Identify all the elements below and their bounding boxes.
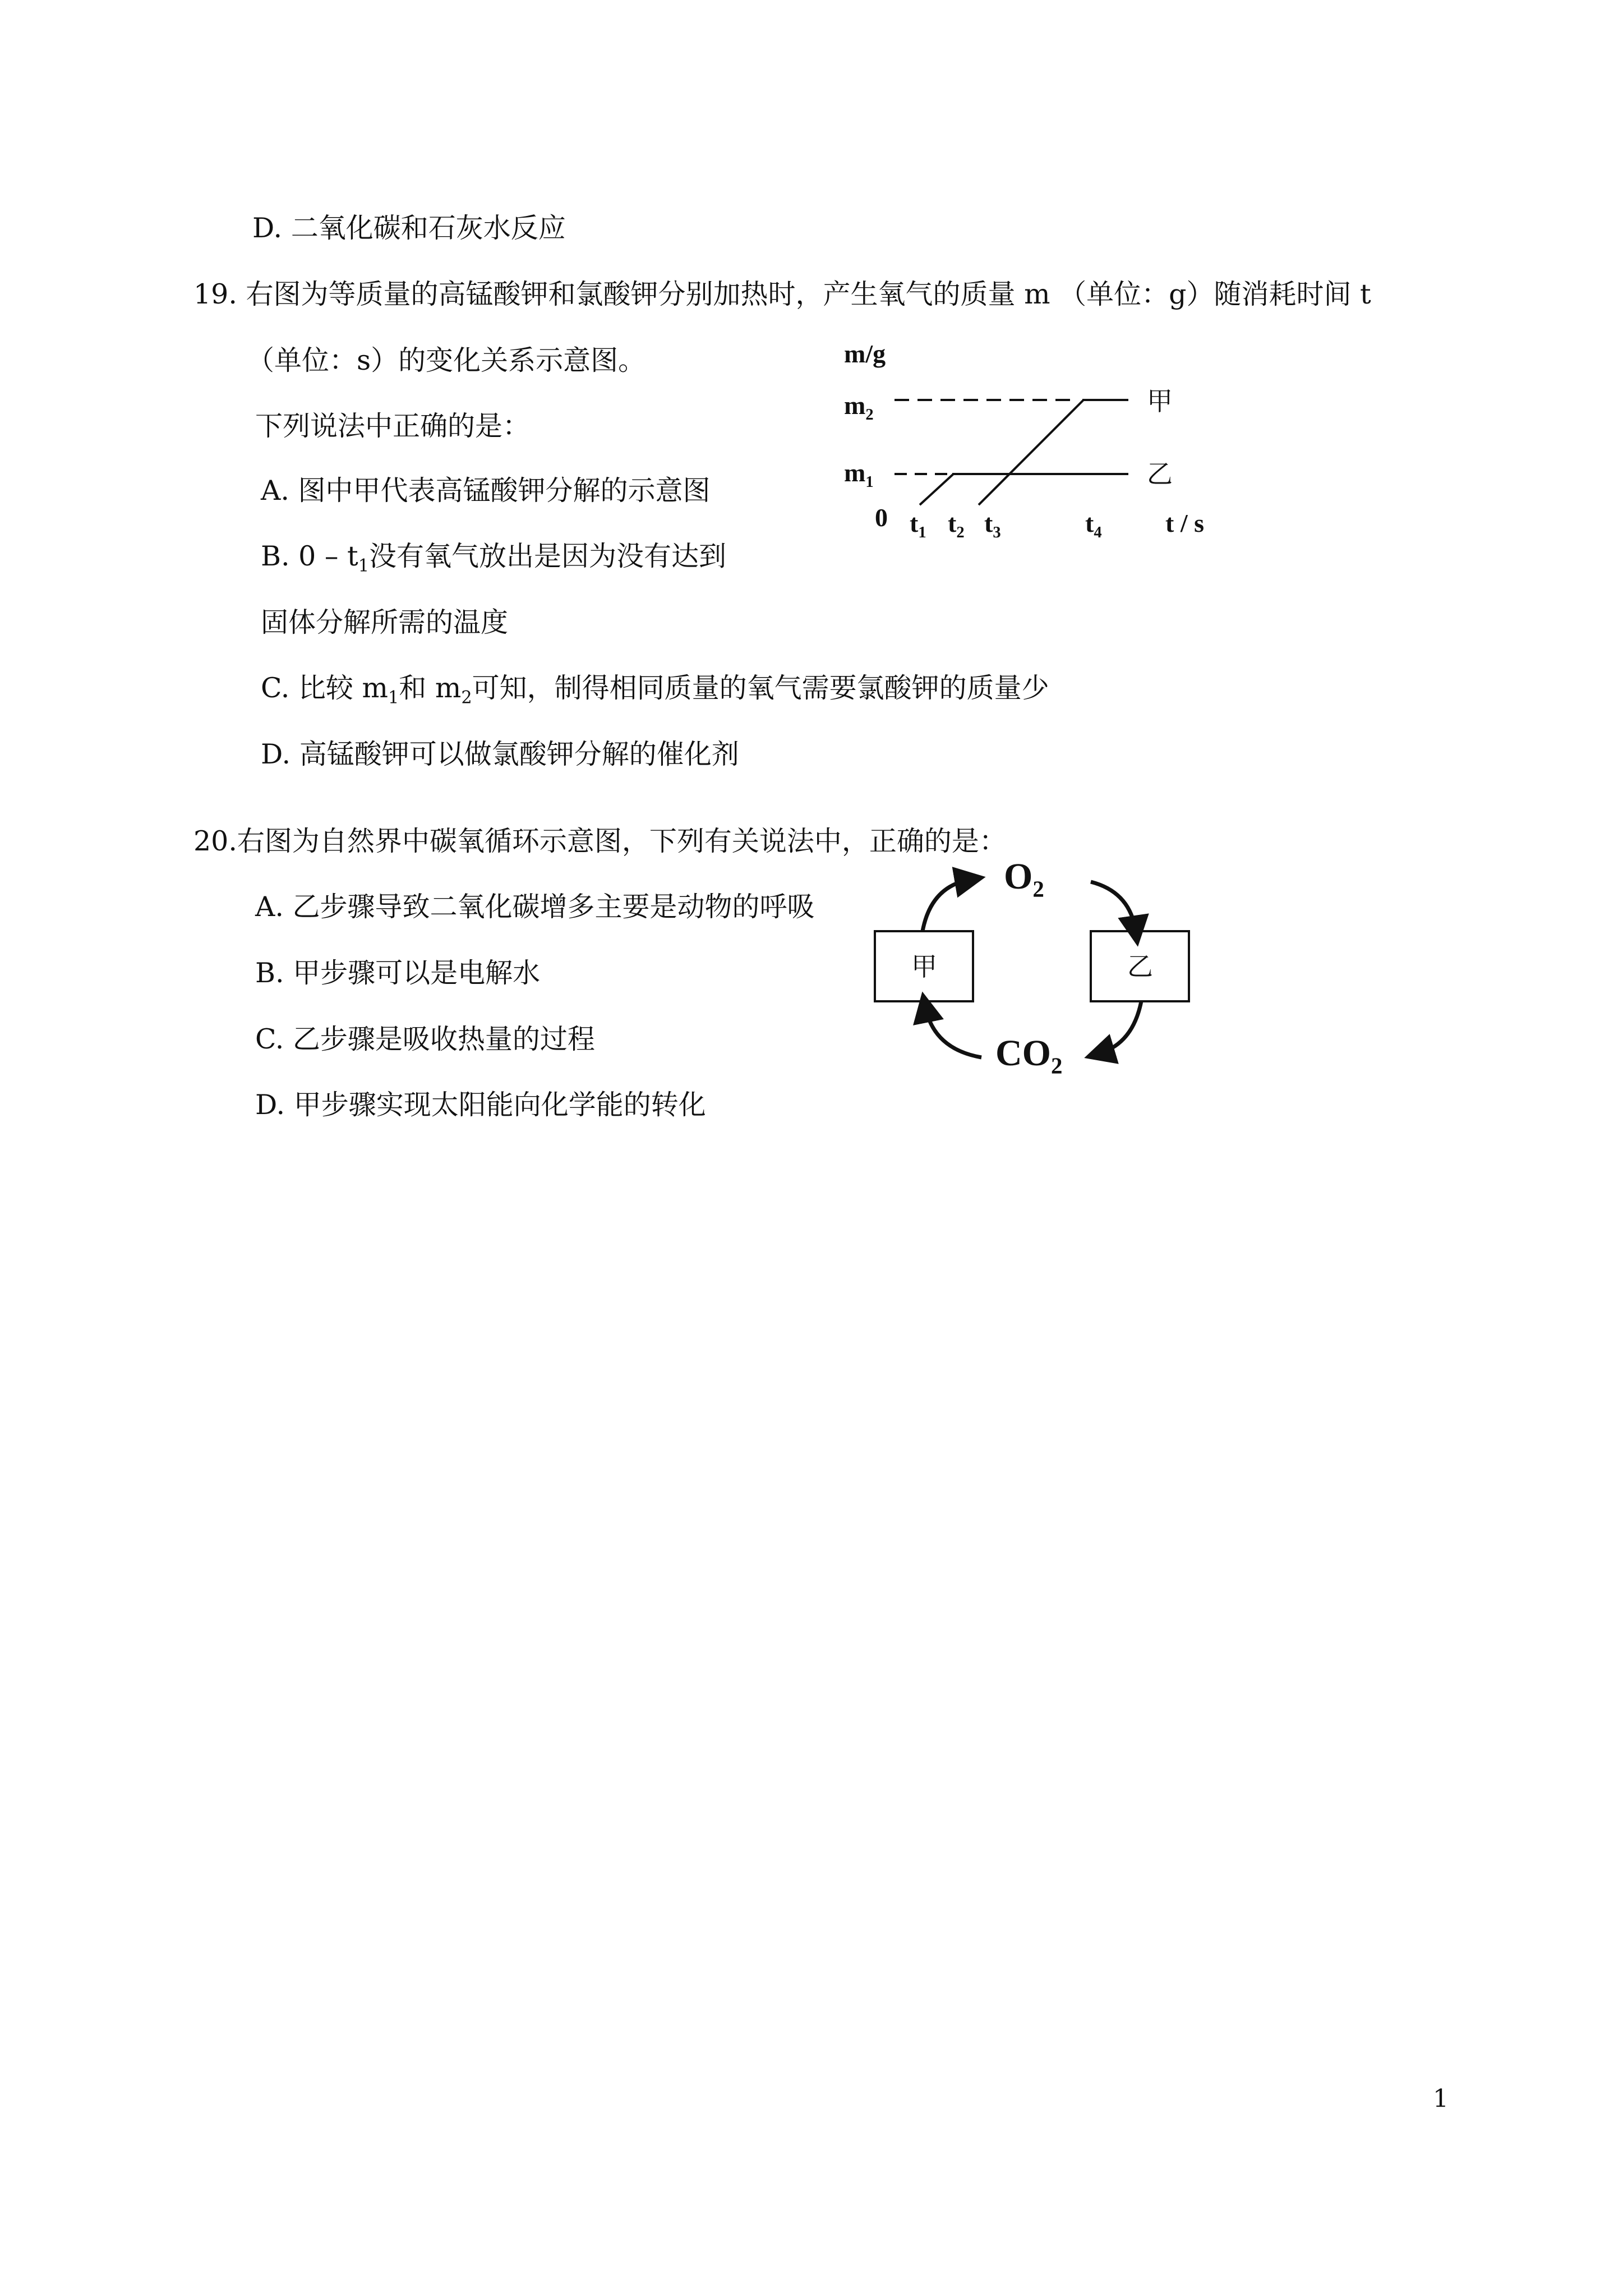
series-jia-label: 甲 [1147,386,1173,416]
q18-option-d: D. 二氧化碳和石灰水反应 [252,212,566,244]
m2-label: $m_2$ [844,391,874,424]
q19-prompt: 下列说法中正确的是： [255,410,531,442]
t1-label: $t_1$ [910,509,926,541]
arrow-o2-to-yi [1091,882,1136,931]
m1-label: $m_1$ [844,458,874,491]
q19-option-c: C. 比较 $m_1$和 $m_2$可知，制得相同质量的氧气需要氯酸钾的质量少 [261,672,1049,708]
x-axis-label: t / s [1165,509,1204,537]
t2-label: $t_2$ [948,509,965,541]
o2-label: $O_2$ [1004,856,1044,902]
co2-label: $CO_2$ [995,1033,1063,1079]
q20-stem: 20.右图为自然界中碳氧循环示意图，下列有关说法中，正确的是： [193,825,1007,857]
t4-label: $t_4$ [1085,509,1102,541]
q20-option-d: D. 甲步骤实现太阳能向化学能的转化 [255,1089,706,1121]
q19-option-d: D. 高锰酸钾可以做氯酸钾分解的催化剂 [261,738,739,770]
arrow-jia-to-o2 [923,880,970,931]
arrow-co2-to-jia [925,1007,981,1057]
q20-option-a: A. 乙步骤导致二氧化碳增多主要是动物的呼吸 [255,891,815,923]
jia-box-label: 甲 [911,951,937,982]
q19-option-a: A. 图中甲代表高锰酸钾分解的示意图 [261,475,711,507]
t3-label: $t_3$ [984,509,1001,541]
q20-option-b: B. 甲步骤可以是电解水 [255,957,541,989]
q19-stem-line2: （单位：s）的变化关系示意图。 [247,344,646,376]
arrow-yi-to-co2 [1099,1001,1141,1053]
q19-option-b: B. $0 - t_1$没有氧气放出是因为没有达到 [261,540,727,576]
page-number: 1 [1433,2085,1449,2113]
q20-option-c: C. 乙步骤是吸收热量的过程 [255,1023,595,1055]
q19-option-b-continuation: 固体分解所需的温度 [261,606,509,638]
q19-stem-line1: 19. 右图为等质量的高锰酸钾和氯酸钾分别加热时，产生氧气的质量 m （单位：g）随消耗时间 t [193,278,1371,310]
y-axis-label: m/g [844,339,886,368]
yi-box-label: 乙 [1127,951,1153,982]
origin-label: 0 [875,503,888,532]
series-yi-label: 乙 [1147,459,1173,489]
